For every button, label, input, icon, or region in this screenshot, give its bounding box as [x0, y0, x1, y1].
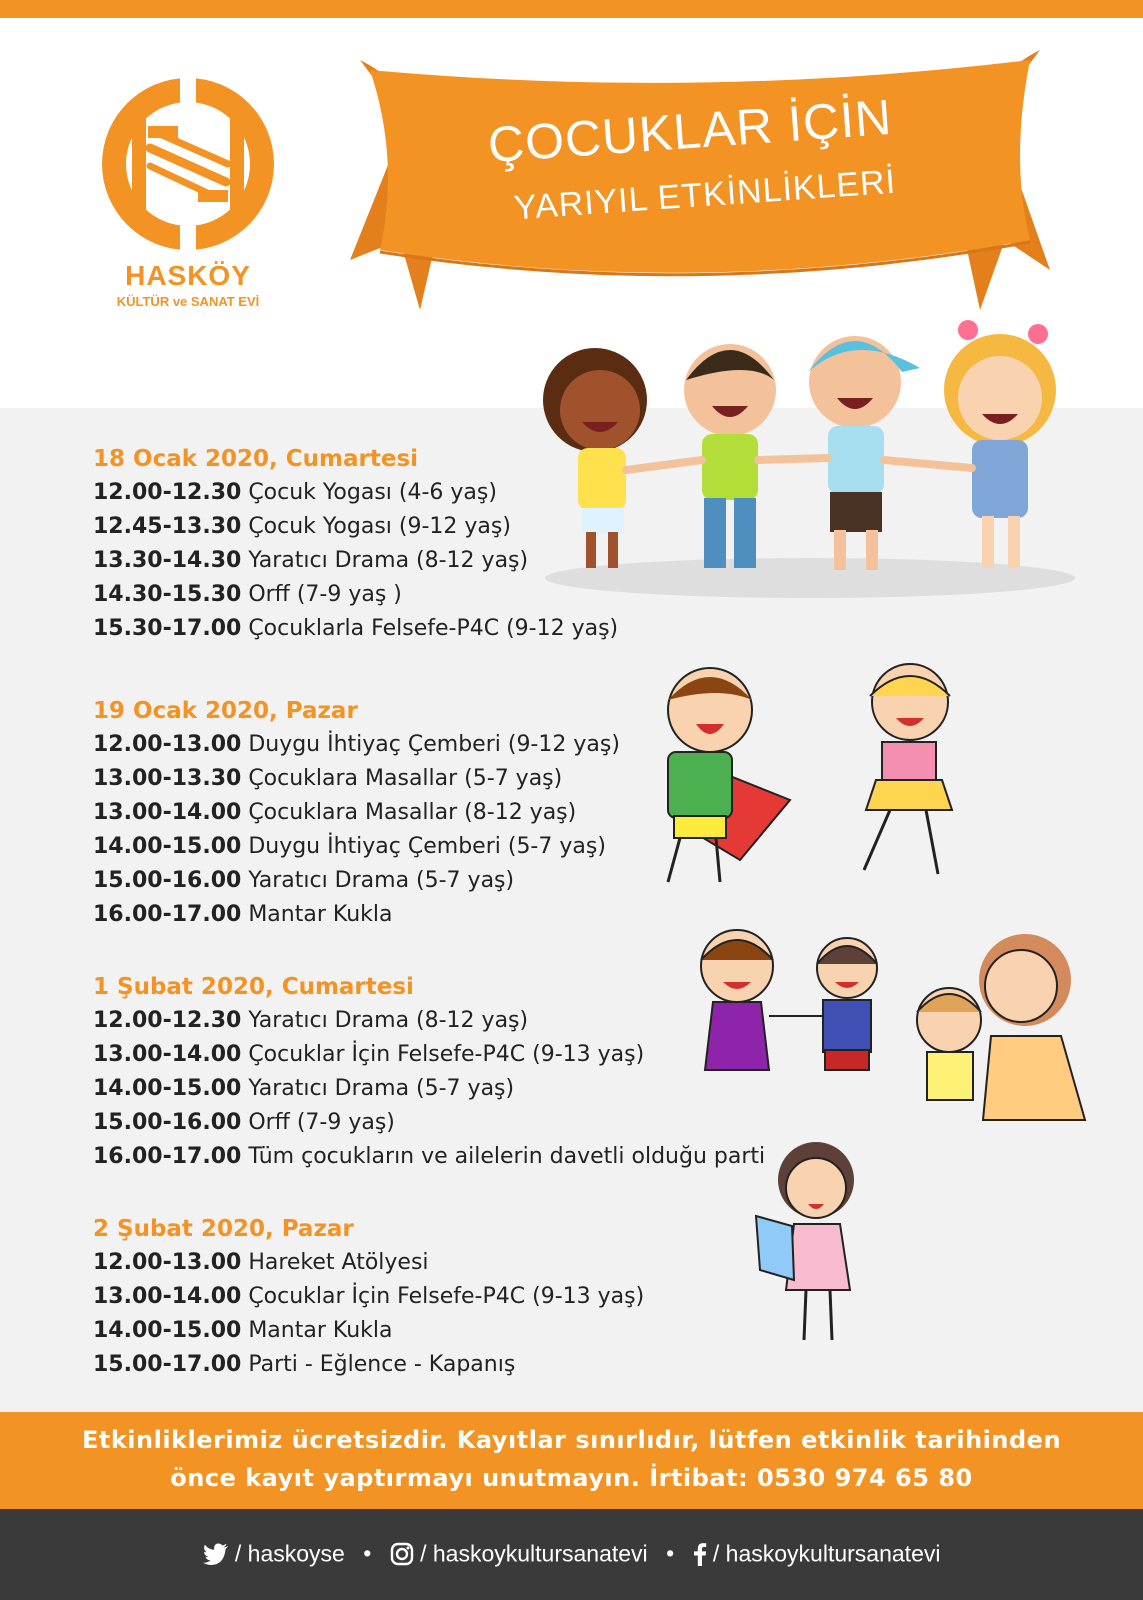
- event-row: [93, 1246, 644, 1280]
- social-links: [0, 1539, 1143, 1567]
- day-block-3: [93, 970, 765, 1174]
- event-time: 15.00-16.00: [93, 1110, 242, 1135]
- event-name: Parti - Eğlence - Kapanış: [248, 1352, 516, 1377]
- event-time: 14.00-15.00: [93, 834, 242, 859]
- separator-dot: •: [666, 1540, 675, 1567]
- event-name: Tüm çocukların ve ailelerin davetli olduğu parti: [248, 1144, 766, 1169]
- event-name: Yaratıcı Drama (8-12 yaş): [248, 548, 529, 573]
- day-block-2: [93, 694, 620, 932]
- event-time: 12.00-12.30: [93, 480, 242, 505]
- girl-reading-illustration: [750, 1130, 890, 1370]
- facebook-handle[interactable]: / haskoykultursanatevi: [712, 1540, 941, 1567]
- event-row: [93, 1004, 765, 1038]
- facebook-f-icon[interactable]: [693, 1542, 707, 1566]
- event-row: [93, 544, 618, 578]
- instagram-handle[interactable]: / haskoykultursanatevi: [420, 1540, 648, 1567]
- brand-name: HASKÖY: [125, 260, 251, 291]
- twitter-bird-icon[interactable]: [203, 1543, 229, 1565]
- twitter-handle[interactable]: / haskoyse: [234, 1540, 345, 1567]
- event-time: 13.00-13.30: [93, 766, 242, 791]
- event-time: 13.00-14.00: [93, 800, 242, 825]
- event-name: Yaratıcı Drama (8-12 yaş): [248, 1008, 529, 1033]
- event-name: Çocuklar İçin Felsefe-P4C (9-13 yaş): [248, 1284, 645, 1309]
- event-row: [93, 898, 620, 932]
- event-row: [93, 1038, 765, 1072]
- day-block-4: [93, 1212, 644, 1382]
- event-name: Yaratıcı Drama (5-7 yaş): [248, 868, 515, 893]
- event-row: [93, 1314, 644, 1348]
- event-time: 13.30-14.30: [93, 548, 242, 573]
- day-title: 2 Şubat 2020, Pazar: [93, 1216, 354, 1242]
- event-name: Çocuk Yogası (4-6 yaş): [248, 480, 497, 505]
- event-time: 14.00-15.00: [93, 1076, 242, 1101]
- event-name: Duygu İhtiyaç Çemberi (5-7 yaş): [248, 834, 606, 859]
- superhero-kids-illustration: [620, 660, 1020, 900]
- event-time: 14.00-15.00: [93, 1318, 242, 1343]
- event-row: [93, 476, 618, 510]
- social-footer: [0, 1509, 1143, 1600]
- event-row: [93, 510, 618, 544]
- day-block-1: [93, 442, 618, 646]
- notice-line-2: önce kayıt yaptırmayı unutmayın. İrtibat: 0530 974 65 80: [170, 1464, 973, 1492]
- event-row: [93, 1348, 644, 1382]
- event-name: Hareket Atölyesi: [248, 1250, 429, 1275]
- brand-subtitle: KÜLTÜR ve SANAT EVİ: [116, 294, 260, 309]
- notice-line-1: Etkinliklerimiz ücretsizdir. Kayıtlar sınırlıdır, lütfen etkinlik tarihinden: [81, 1426, 1062, 1454]
- event-time: 15.30-17.00: [93, 616, 242, 641]
- event-name: Yaratıcı Drama (5-7 yaş): [248, 1076, 515, 1101]
- event-name: Çocuklarla Felsefe-P4C (9-12 yaş): [248, 616, 619, 641]
- event-name: Çocuklara Masallar (5-7 yaş): [248, 766, 563, 791]
- event-time: 12.00-13.00: [93, 1250, 242, 1275]
- notice-bar: [0, 1412, 1143, 1509]
- banner-title: ÇOCUKLAR İÇİN: [486, 88, 894, 174]
- event-time: 16.00-17.00: [93, 1144, 242, 1169]
- event-name: Mantar Kukla: [248, 902, 393, 927]
- event-name: Mantar Kukla: [248, 1318, 393, 1343]
- event-row: [93, 728, 620, 762]
- event-name: Orff (7-9 yaş ): [248, 582, 402, 607]
- event-row: [93, 864, 620, 898]
- event-time: 12.00-13.00: [93, 732, 242, 757]
- event-time: 15.00-17.00: [93, 1352, 242, 1377]
- event-name: Çocuk Yogası (9-12 yaş): [248, 514, 511, 539]
- event-name: Çocuklar İçin Felsefe-P4C (9-13 yaş): [248, 1042, 645, 1067]
- event-time: 13.00-14.00: [93, 1284, 242, 1309]
- day-title: 18 Ocak 2020, Cumartesi: [93, 446, 419, 472]
- event-time: 12.00-12.30: [93, 1008, 242, 1033]
- event-time: 12.45-13.30: [93, 514, 242, 539]
- day-title: 1 Şubat 2020, Cumartesi: [93, 974, 414, 1000]
- event-name: Orff (7-9 yaş): [248, 1110, 395, 1135]
- separator-dot: •: [363, 1540, 372, 1567]
- event-row: [93, 1140, 765, 1174]
- event-row: [93, 612, 618, 646]
- haskoy-logo: [88, 78, 288, 328]
- instagram-icon[interactable]: [390, 1542, 414, 1566]
- event-row: [93, 1106, 765, 1140]
- event-time: 13.00-14.00: [93, 1042, 242, 1067]
- event-row: [93, 1280, 644, 1314]
- event-name: Çocuklara Masallar (8-12 yaş): [248, 800, 577, 825]
- logo-emblem-icon: [88, 78, 288, 258]
- event-time: 15.00-16.00: [93, 868, 242, 893]
- top-accent-bar: [0, 0, 1143, 18]
- event-row: [93, 578, 618, 612]
- event-row: [93, 762, 620, 796]
- event-row: [93, 830, 620, 864]
- day-title: 19 Ocak 2020, Pazar: [93, 698, 358, 724]
- event-name: Duygu İhtiyaç Çemberi (9-12 yaş): [248, 732, 620, 757]
- event-row: [93, 796, 620, 830]
- event-time: 14.30-15.30: [93, 582, 242, 607]
- event-time: 16.00-17.00: [93, 902, 242, 927]
- event-row: [93, 1072, 765, 1106]
- banner-subtitle: YARIYIL ETKİNLİKLERİ: [512, 162, 898, 228]
